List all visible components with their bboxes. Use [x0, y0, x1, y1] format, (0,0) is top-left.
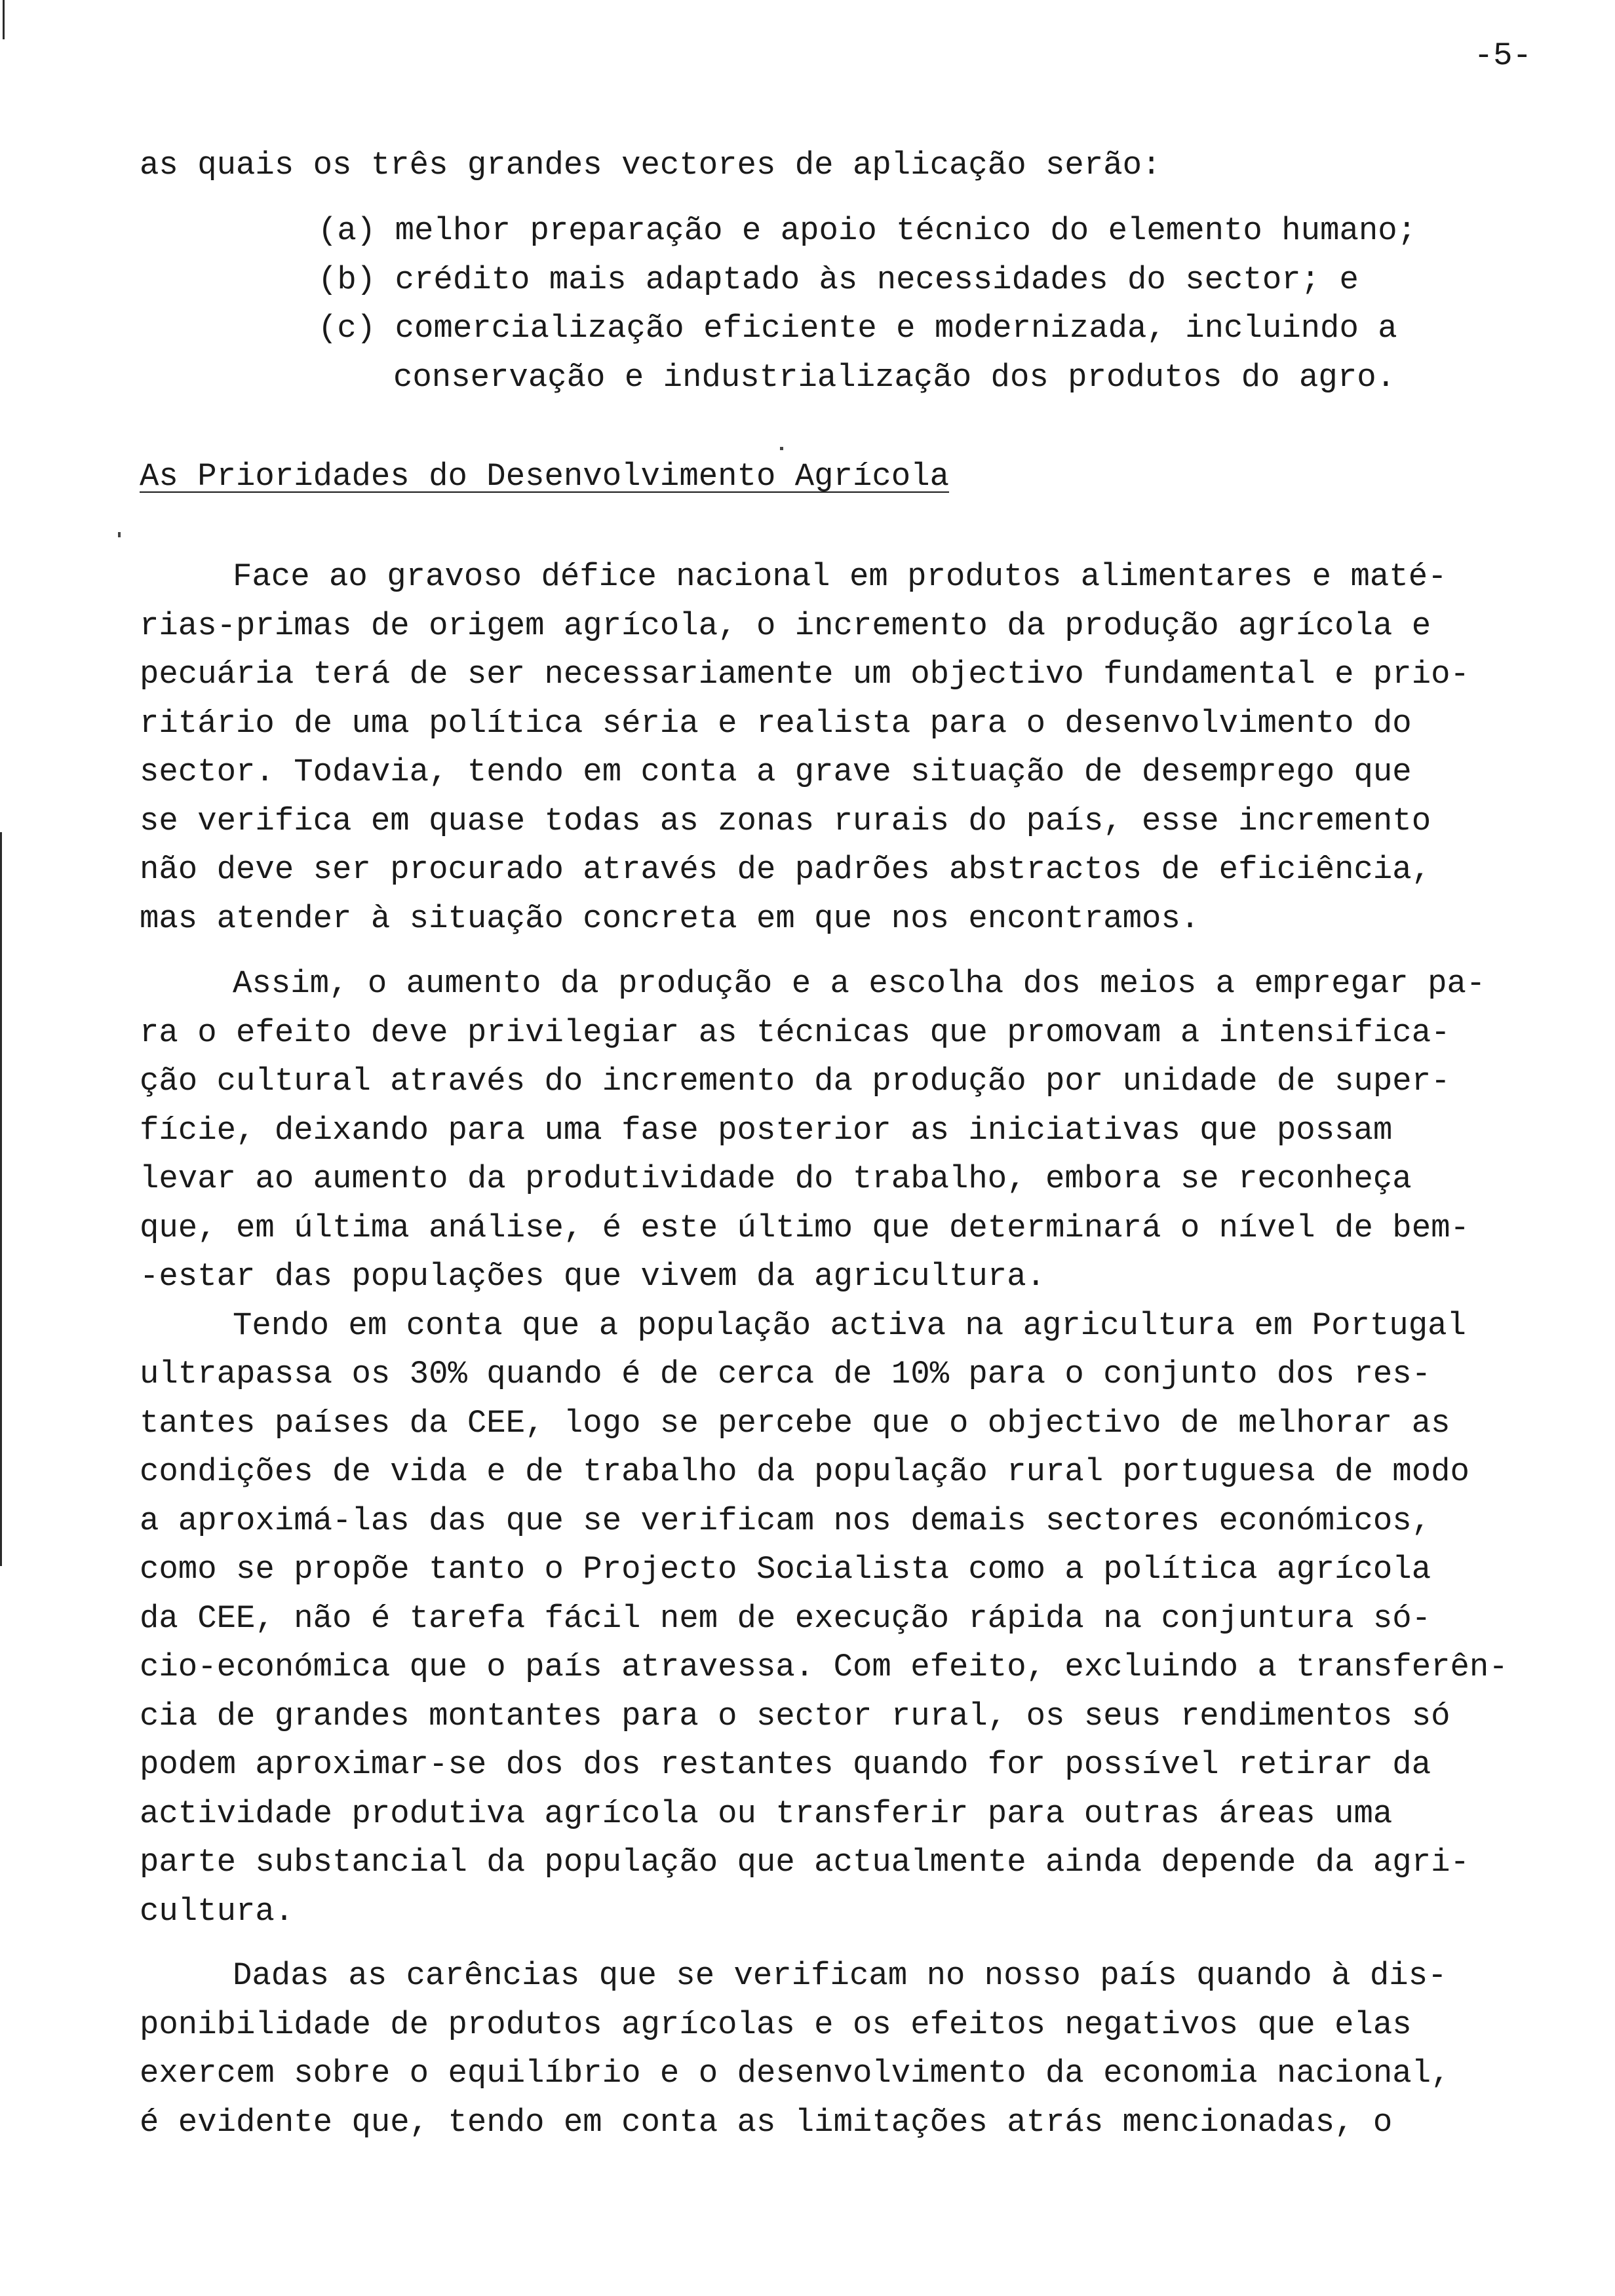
list-item-c: (c) comercialização eficiente e modernizada, incluindo a — [318, 310, 1397, 347]
paragraph-line: sector. Todavia, tendo em conta a grave situação de desemprego que — [140, 754, 1412, 790]
paragraph-line: exercem sobre o equilíbrio e o desenvolvimento da economia nacional, — [140, 2055, 1450, 2092]
scan-edge-line — [3, 0, 5, 39]
paragraph-line: podem aproximar-se dos dos restantes quando for possível retirar da — [140, 1746, 1431, 1783]
paragraph-line: como se propõe tanto o Projecto Socialista como a política agrícola — [140, 1551, 1431, 1588]
paragraph-line: a aproximá-las das que se verificam nos demais sectores económicos, — [140, 1502, 1431, 1539]
paragraph-line: fície, deixando para uma fase posterior as iniciativas que possam — [140, 1112, 1393, 1149]
paragraph-line: tantes países da CEE, logo se percebe que o objectivo de melhorar as — [140, 1405, 1450, 1442]
scan-edge-line — [0, 832, 2, 1566]
paragraph-line: mas atender à situação concreta em que nos encontramos. — [140, 900, 1200, 937]
scan-mark — [118, 532, 121, 537]
page-number: -5- — [1473, 37, 1532, 74]
paragraph-line: ritário de uma política séria e realista para o desenvolvimento do — [140, 705, 1412, 742]
paragraph-line: -estar das populações que vivem da agricultura. — [140, 1258, 1046, 1295]
paragraph-line: ra o efeito deve privilegiar as técnicas que promovam a intensifica- — [140, 1014, 1450, 1051]
paragraph-line: é evidente que, tendo em conta as limitações atrás mencionadas, o — [140, 2104, 1393, 2141]
paragraph-line: Assim, o aumento da produção e a escolha dos meios a empregar pa- — [233, 965, 1486, 1002]
paragraph-line: da CEE, não é tarefa fácil nem de execução rápida na conjuntura só- — [140, 1600, 1431, 1637]
paragraph-line: parte substancial da população que actualmente ainda depende da agri- — [140, 1844, 1469, 1881]
paragraph-line: Tendo em conta que a população activa na agricultura em Portugal — [233, 1307, 1466, 1344]
paragraph-line: ponibilidade de produtos agrícolas e os efeitos negativos que elas — [140, 2006, 1412, 2043]
list-item-c-continuation: conservação e industrialização dos produtos do agro. — [393, 359, 1396, 396]
paragraph-line: cultura. — [140, 1893, 294, 1930]
list-item-b: (b) crédito mais adaptado às necessidades do sector; e — [318, 261, 1359, 298]
scan-mark — [780, 447, 783, 450]
paragraph-line: levar ao aumento da produtividade do trabalho, embora se reconheça — [140, 1160, 1412, 1197]
paragraph-line: não deve ser procurado através de padrões abstractos de eficiência, — [140, 851, 1431, 888]
intro-line: as quais os três grandes vectores de aplicação serão: — [140, 147, 1161, 183]
paragraph-line: Face ao gravoso défice nacional em produtos alimentares e maté- — [233, 558, 1447, 595]
paragraph-line: ção cultural através do incremento da produção por unidade de super- — [140, 1063, 1450, 1100]
paragraph-line: Dadas as carências que se verificam no nosso país quando à dis- — [233, 1957, 1447, 1994]
paragraph-line: rias-primas de origem agrícola, o incremento da produção agrícola e — [140, 607, 1431, 644]
paragraph-line: ultrapassa os 30% quando é de cerca de 10% para o conjunto dos res- — [140, 1356, 1431, 1392]
paragraph-line: cio-económica que o país atravessa. Com efeito, excluindo a transferên- — [140, 1649, 1508, 1685]
list-item-a: (a) melhor preparação e apoio técnico do elemento humano; — [318, 212, 1417, 249]
paragraph-line: actividade produtiva agrícola ou transferir para outras áreas uma — [140, 1795, 1393, 1832]
paragraph-line: condições de vida e de trabalho da população rural portuguesa de modo — [140, 1453, 1469, 1490]
section-heading: As Prioridades do Desenvolvimento Agrícola — [140, 458, 950, 495]
paragraph-line: se verifica em quase todas as zonas rurais do país, esse incremento — [140, 803, 1431, 839]
paragraph-line: cia de grandes montantes para o sector rural, os seus rendimentos só — [140, 1698, 1450, 1734]
paragraph-line: pecuária terá de ser necessariamente um objectivo fundamental e prio- — [140, 656, 1469, 693]
paragraph-line: que, em última análise, é este último que determinará o nível de bem- — [140, 1210, 1469, 1246]
